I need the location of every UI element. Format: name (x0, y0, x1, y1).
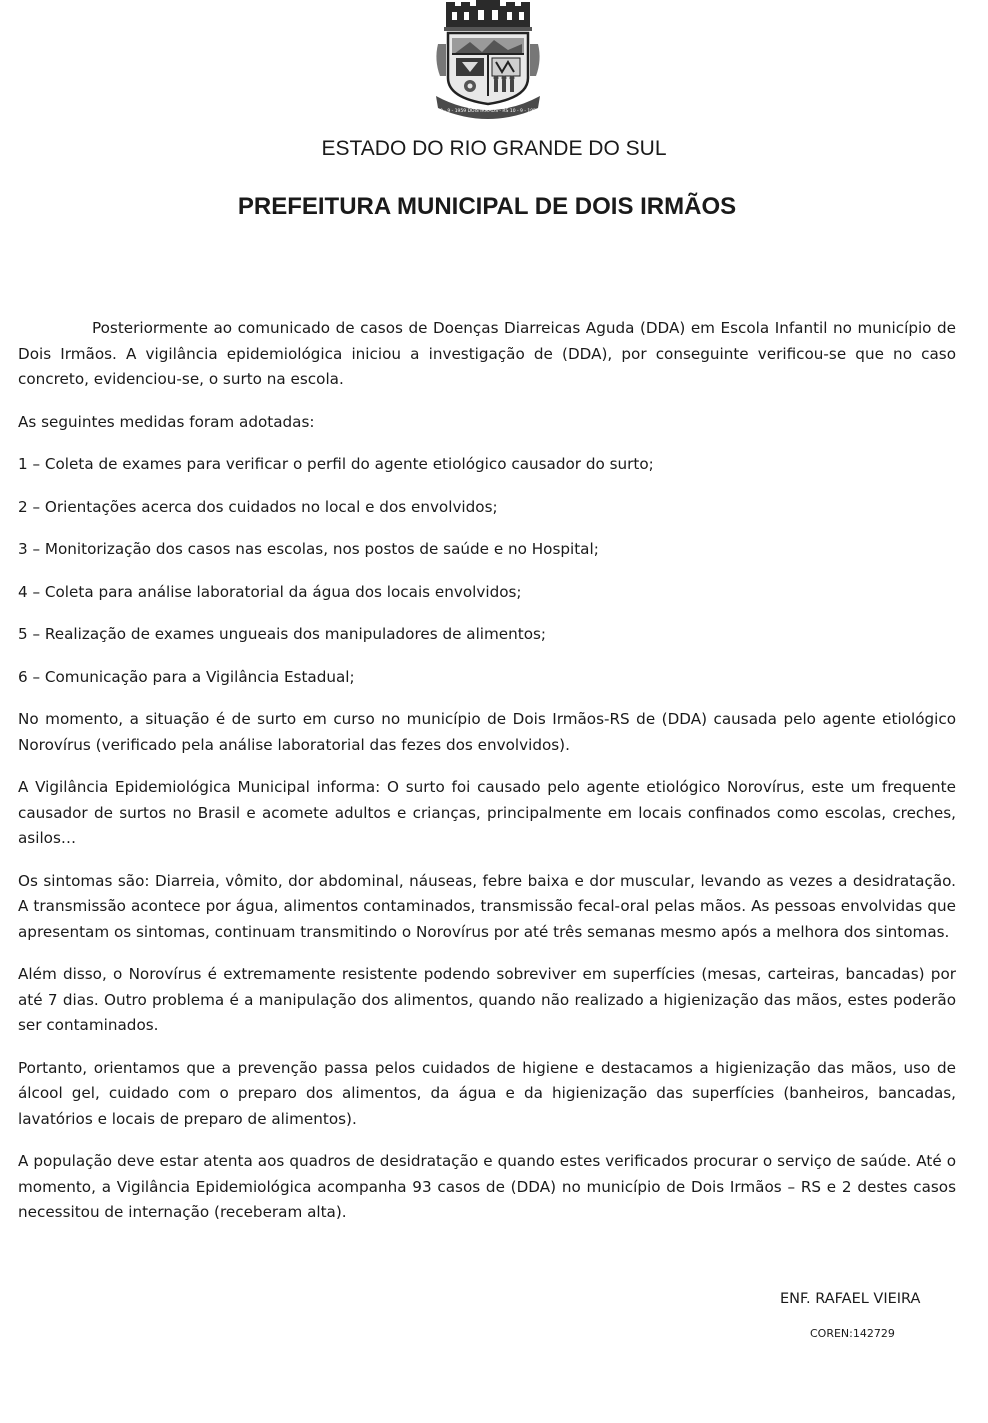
intro-paragraph: Posteriormente ao comunicado de casos de Doenças Diarreicas Aguda (DDA) em Escola Infantil no município de Dois Irmãos. A vigilância epidemiológica iniciou a investigação de (DDA), por conseguinte verificou-se que no caso concreto, evidenciou-se, o surto na escola. (18, 319, 956, 388)
prevention-paragraph: Portanto, orientamos que a prevenção passa pelos cuidados de higiene e destacamos a higienização das mãos, uso de álcool gel, cuidado com o preparo dos alimentos, da água e da higienização das superfícies (banheiros, bancadas, lavatórios e locais de preparo de alimentos). (18, 1058, 956, 1128)
measures-intro: As seguintes medidas foram adotadas: (18, 412, 315, 431)
measure-item: 2 – Orientações acerca dos cuidados no local e dos envolvidos; (18, 497, 498, 516)
measure-item: 6 – Comunicação para a Vigilância Estadual; (18, 667, 355, 686)
state-heading: ESTADO DO RIO GRANDE DO SUL (321, 137, 667, 160)
signature-name: ENF. RAFAEL VIEIRA (780, 1291, 921, 1307)
signature-coren: COREN:142729 (810, 1327, 895, 1340)
measure-item: 5 – Realização de exames ungueais dos manipuladores de alimentos; (18, 625, 547, 643)
municipal-coat-of-arms-icon (432, 0, 544, 120)
document-body (18, 316, 956, 1243)
prefeitura-heading: PREFEITURA MUNICIPAL DE DOIS IRMÃOS (237, 193, 737, 220)
measure-item: 4 – Coleta para análise laboratorial da água dos locais envolvidos; (18, 582, 522, 601)
vigilancia-paragraph: A Vigilância Epidemiológica Municipal informa: O surto foi causado pelo agente etiológico Norovírus, este um frequente causador de surtos no Brasil e acomete adultos e crianças, principalmente em locais confinados como escolas, creches, asilos… (18, 778, 956, 847)
measures-list (18, 452, 956, 690)
symptoms-paragraph: Os sintomas são: Diarreia, vômito, dor abdominal, náuseas, febre baixa e dor muscular, levando as vezes a desidratação. A transmissão acontece por água, alimentos contaminados, transmissão fecal-oral pelas mãos. As pessoas envolvidas que apresentam os sintomas, continuam transmitindo o Norovírus por até três semanas mesmo após a melhora dos sintomas. (18, 871, 956, 941)
situation-paragraph: No momento, a situação é de surto em curso no município de Dois Irmãos-RS de (DDA) causada pelo agente etiológico Norovírus (verificado pela análise laboratorial das fezes dos envolvidos). (18, 710, 956, 754)
crest-motto: 10 - 9 - 1959 DOIS IRMÃOS - RS 10 - 9 - 1959 (437, 109, 539, 114)
population-paragraph: A população deve estar atenta aos quadros de desidratação e quando estes verificados procurar o serviço de saúde. Até o momento, a Vigilância Epidemiológica acompanha 93 casos de (DDA) no município de Dois Irmãos – RS e 2 destes casos necessitou de internação (receberam alta). (18, 1152, 956, 1221)
measure-item: 1 – Coleta de exames para verificar o perfil do agente etiológico causador do surto; (18, 455, 654, 473)
resistance-paragraph: Além disso, o Norovírus é extremamente resistente podendo sobreviver em superfícies (mesas, carteiras, bancadas) por até 7 dias. Outro problema é a manipulação dos alimentos, quando não realizado a higienização das mãos, estes poderão ser contaminados. (18, 965, 956, 1034)
measure-item: 3 – Monitorização dos casos nas escolas, nos postos de saúde e no Hospital; (18, 540, 599, 558)
